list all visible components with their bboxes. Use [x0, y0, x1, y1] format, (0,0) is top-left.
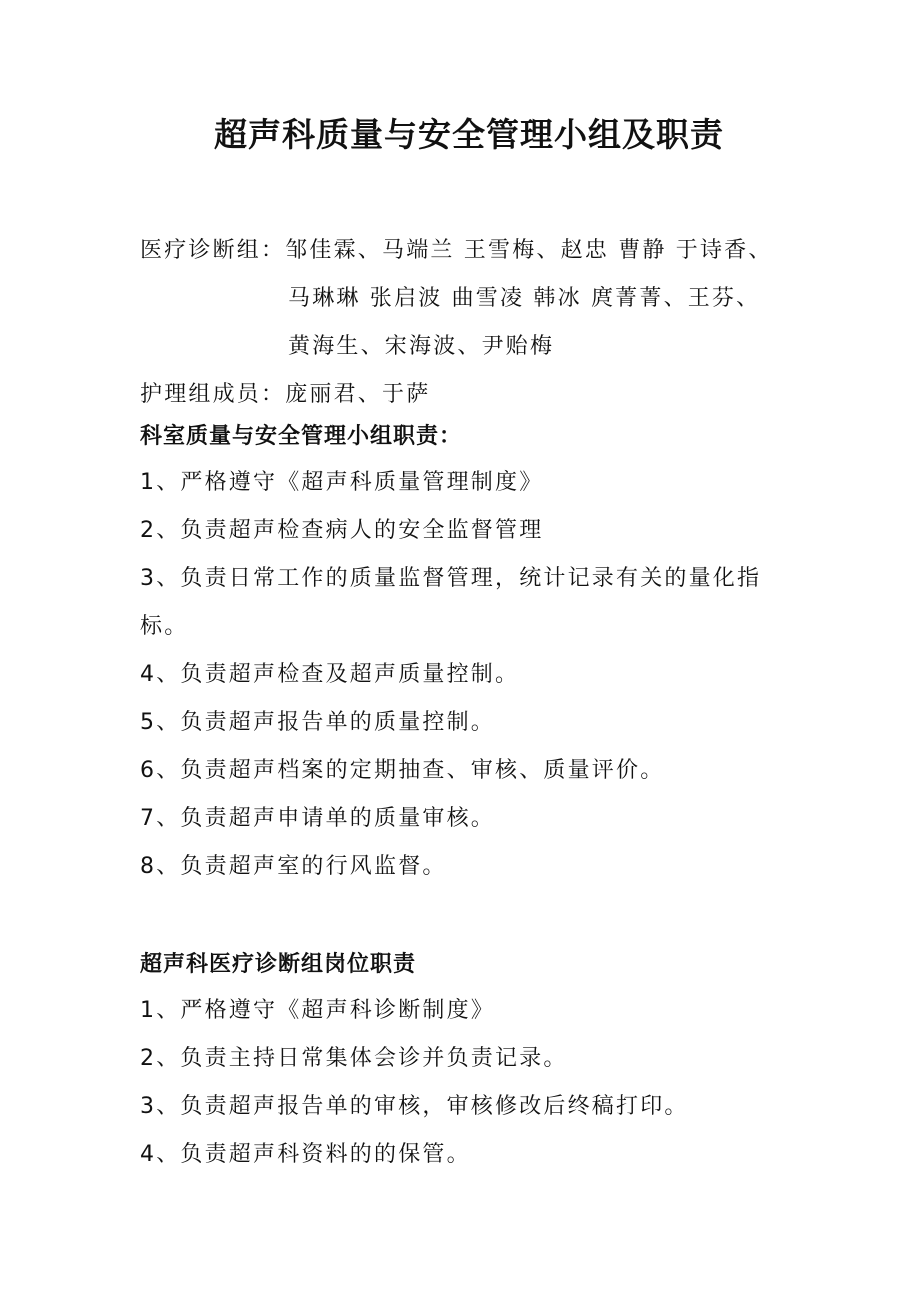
section2-heading: 超声科医疗诊断组岗位职责	[140, 951, 417, 977]
document-title: 超声科质量与安全管理小组及职责	[214, 115, 724, 154]
section2-item: 3、负责超声报告单的审核，审核修改后终稿打印。	[140, 1094, 689, 1119]
medical-group-names-line-1: 邹佳霖、马端兰 王雪梅、赵忠 曹静 于诗香、	[285, 238, 773, 263]
nursing-group-label: 护理组成员：	[140, 382, 286, 407]
medical-group-row	[140, 236, 773, 266]
section1-item: 1、严格遵守《超声科质量管理制度》	[140, 470, 544, 495]
section1-item: 8、负责超声室的行风监督。	[140, 854, 447, 879]
section2-item: 1、严格遵守《超声科诊断制度》	[140, 998, 495, 1023]
section1-item: 7、负责超声申请单的质量审核。	[140, 806, 495, 831]
medical-group-label: 医疗诊断组：	[140, 238, 286, 263]
medical-group-names-line-3: 黄海生、宋海波、尹贻梅	[288, 334, 555, 359]
medical-group-names-line-2: 马琳琳 张启波 曲雪凌 韩冰 庹菁菁、王芬、	[288, 286, 761, 311]
section2-item: 4、负责超声科资料的的保管。	[140, 1142, 471, 1167]
nursing-group-row	[140, 380, 430, 410]
section1-item-continuation: 标。	[140, 614, 189, 639]
section1-item: 4、负责超声检查及超声质量控制。	[140, 662, 520, 687]
section1-item: 6、负责超声档案的定期抽查、审核、质量评价。	[140, 758, 665, 783]
section1-item: 3、负责日常工作的质量监督管理，统计记录有关的量化指	[140, 566, 762, 591]
nursing-group-names: 庞丽君、于萨	[285, 382, 431, 407]
section1-item: 5、负责超声报告单的质量控制。	[140, 710, 495, 735]
section1-heading: 科室质量与安全管理小组职责：	[140, 423, 463, 449]
section1-item: 2、负责超声检查病人的安全监督管理	[140, 518, 544, 543]
section2-item: 2、负责主持日常集体会诊并负责记录。	[140, 1046, 568, 1071]
